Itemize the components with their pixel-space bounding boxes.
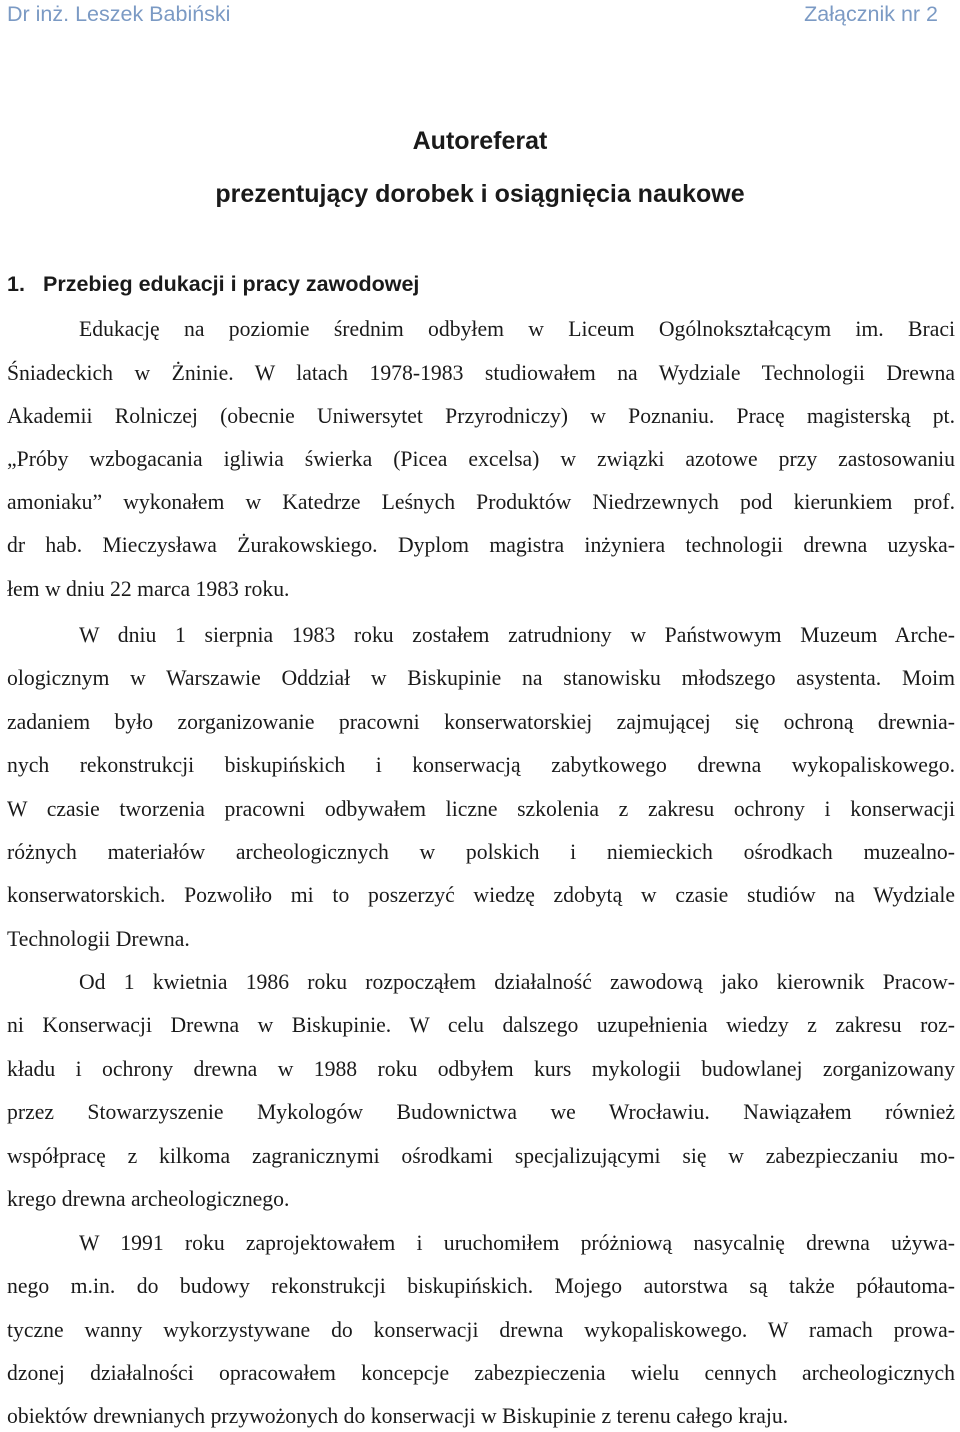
text-line: kładu i ochrony drewna w 1988 roku odbyłem kurs mykologii budowlanej zorganizowany: [7, 1057, 955, 1081]
text-line: W 1991 roku zaprojektowałem i uruchomiłem próżniową nasycalnię drewna używa-: [79, 1231, 955, 1255]
text-line: Śniadeckich w Żninie. W latach 1978-1983 studiowałem na Wydziale Technologii Drewna: [7, 361, 955, 385]
text-line: dzonej działalności opracowałem koncepcje zabezpieczenia wielu cennych archeologicznych: [7, 1361, 955, 1385]
text-line: zadaniem było zorganizowanie pracowni konserwatorskiej zajmującej się ochroną drewnia-: [7, 710, 955, 734]
text-line: Od 1 kwietnia 1986 roku rozpocząłem działalność zawodową jako kierownik Pracow-: [79, 970, 955, 994]
text-line: nego m.in. do budowy rekonstrukcji biskupińskich. Mojego autorstwa są także półautoma-: [7, 1274, 955, 1298]
text-line: Akademii Rolniczej (obecnie Uniwersytet Przyrodniczy) w Poznaniu. Pracę magisterską pt.: [7, 404, 955, 428]
text-line: przez Stowarzyszenie Mykologów Budownictwa we Wrocławiu. Nawiązałem również: [7, 1100, 955, 1124]
section-title: Przebieg edukacji i pracy zawodowej: [43, 272, 420, 296]
page-header: [7, 2, 938, 42]
text-line: tyczne wanny wykorzystywane do konserwacji drewna wykopaliskowego. W ramach prowa-: [7, 1318, 955, 1342]
text-line: różnych materiałów archeologicznych w polskich i niemieckich ośrodkach muzealno-: [7, 840, 955, 864]
section-heading: [7, 272, 419, 297]
text-line: konserwatorskich. Pozwoliło mi to poszerzyć wiedzę zdobytą w czasie studiów na Wydziale: [7, 883, 955, 907]
text-line: amoniaku” wykonałem w Katedrze Leśnych Produktów Niedrzewnych pod kierunkiem prof.: [7, 490, 955, 514]
text-line: „Próby wzbogacania igliwia świerka (Picea excelsa) w związki azotowe przy zastosowaniu: [7, 447, 955, 471]
text-line: łem w dniu 22 marca 1983 roku.: [7, 577, 290, 601]
document-subtitle: prezentujący dorobek i osiągnięcia naukowe: [215, 180, 745, 208]
text-line: ni Konserwacji Drewna w Biskupinie. W celu dalszego uzupełnienia wiedzy z zakresu roz-: [7, 1013, 955, 1037]
text-line: krego drewna archeologicznego.: [7, 1187, 290, 1211]
text-line: dr hab. Mieczysława Żurakowskiego. Dyplom magistra inżyniera technologii drewna uzyska-: [7, 533, 955, 557]
text-line: Edukację na poziomie średnim odbyłem w Liceum Ogólnokształcącym im. Braci: [79, 317, 955, 341]
text-line: Technologii Drewna.: [7, 927, 190, 951]
text-line: W czasie tworzenia pracowni odbywałem liczne szkolenia z zakresu ochrony i konserwacji: [7, 797, 955, 821]
header-attachment: Załącznik nr 2: [804, 2, 938, 26]
document-title: Autoreferat: [412, 127, 548, 155]
text-line: W dniu 1 sierpnia 1983 roku zostałem zatrudniony w Państwowym Muzeum Arche-: [79, 623, 955, 647]
text-line: obiektów drewnianych przywożonych do konserwacji w Biskupinie z terenu całego kraju.: [7, 1404, 789, 1428]
text-line: ologicznym w Warszawie Oddział w Biskupinie na stanowisku młodszego asystenta. Moim: [7, 666, 955, 690]
text-line: nych rekonstrukcji biskupińskich i konserwacją zabytkowego drewna wykopaliskowego.: [7, 753, 955, 777]
header-author: Dr inż. Leszek Babiński: [7, 2, 231, 26]
text-line: współpracę z kilkoma zagranicznymi ośrodkami specjalizującymi się w zabezpieczaniu mo-: [7, 1144, 955, 1168]
section-number: 1.: [7, 272, 25, 296]
